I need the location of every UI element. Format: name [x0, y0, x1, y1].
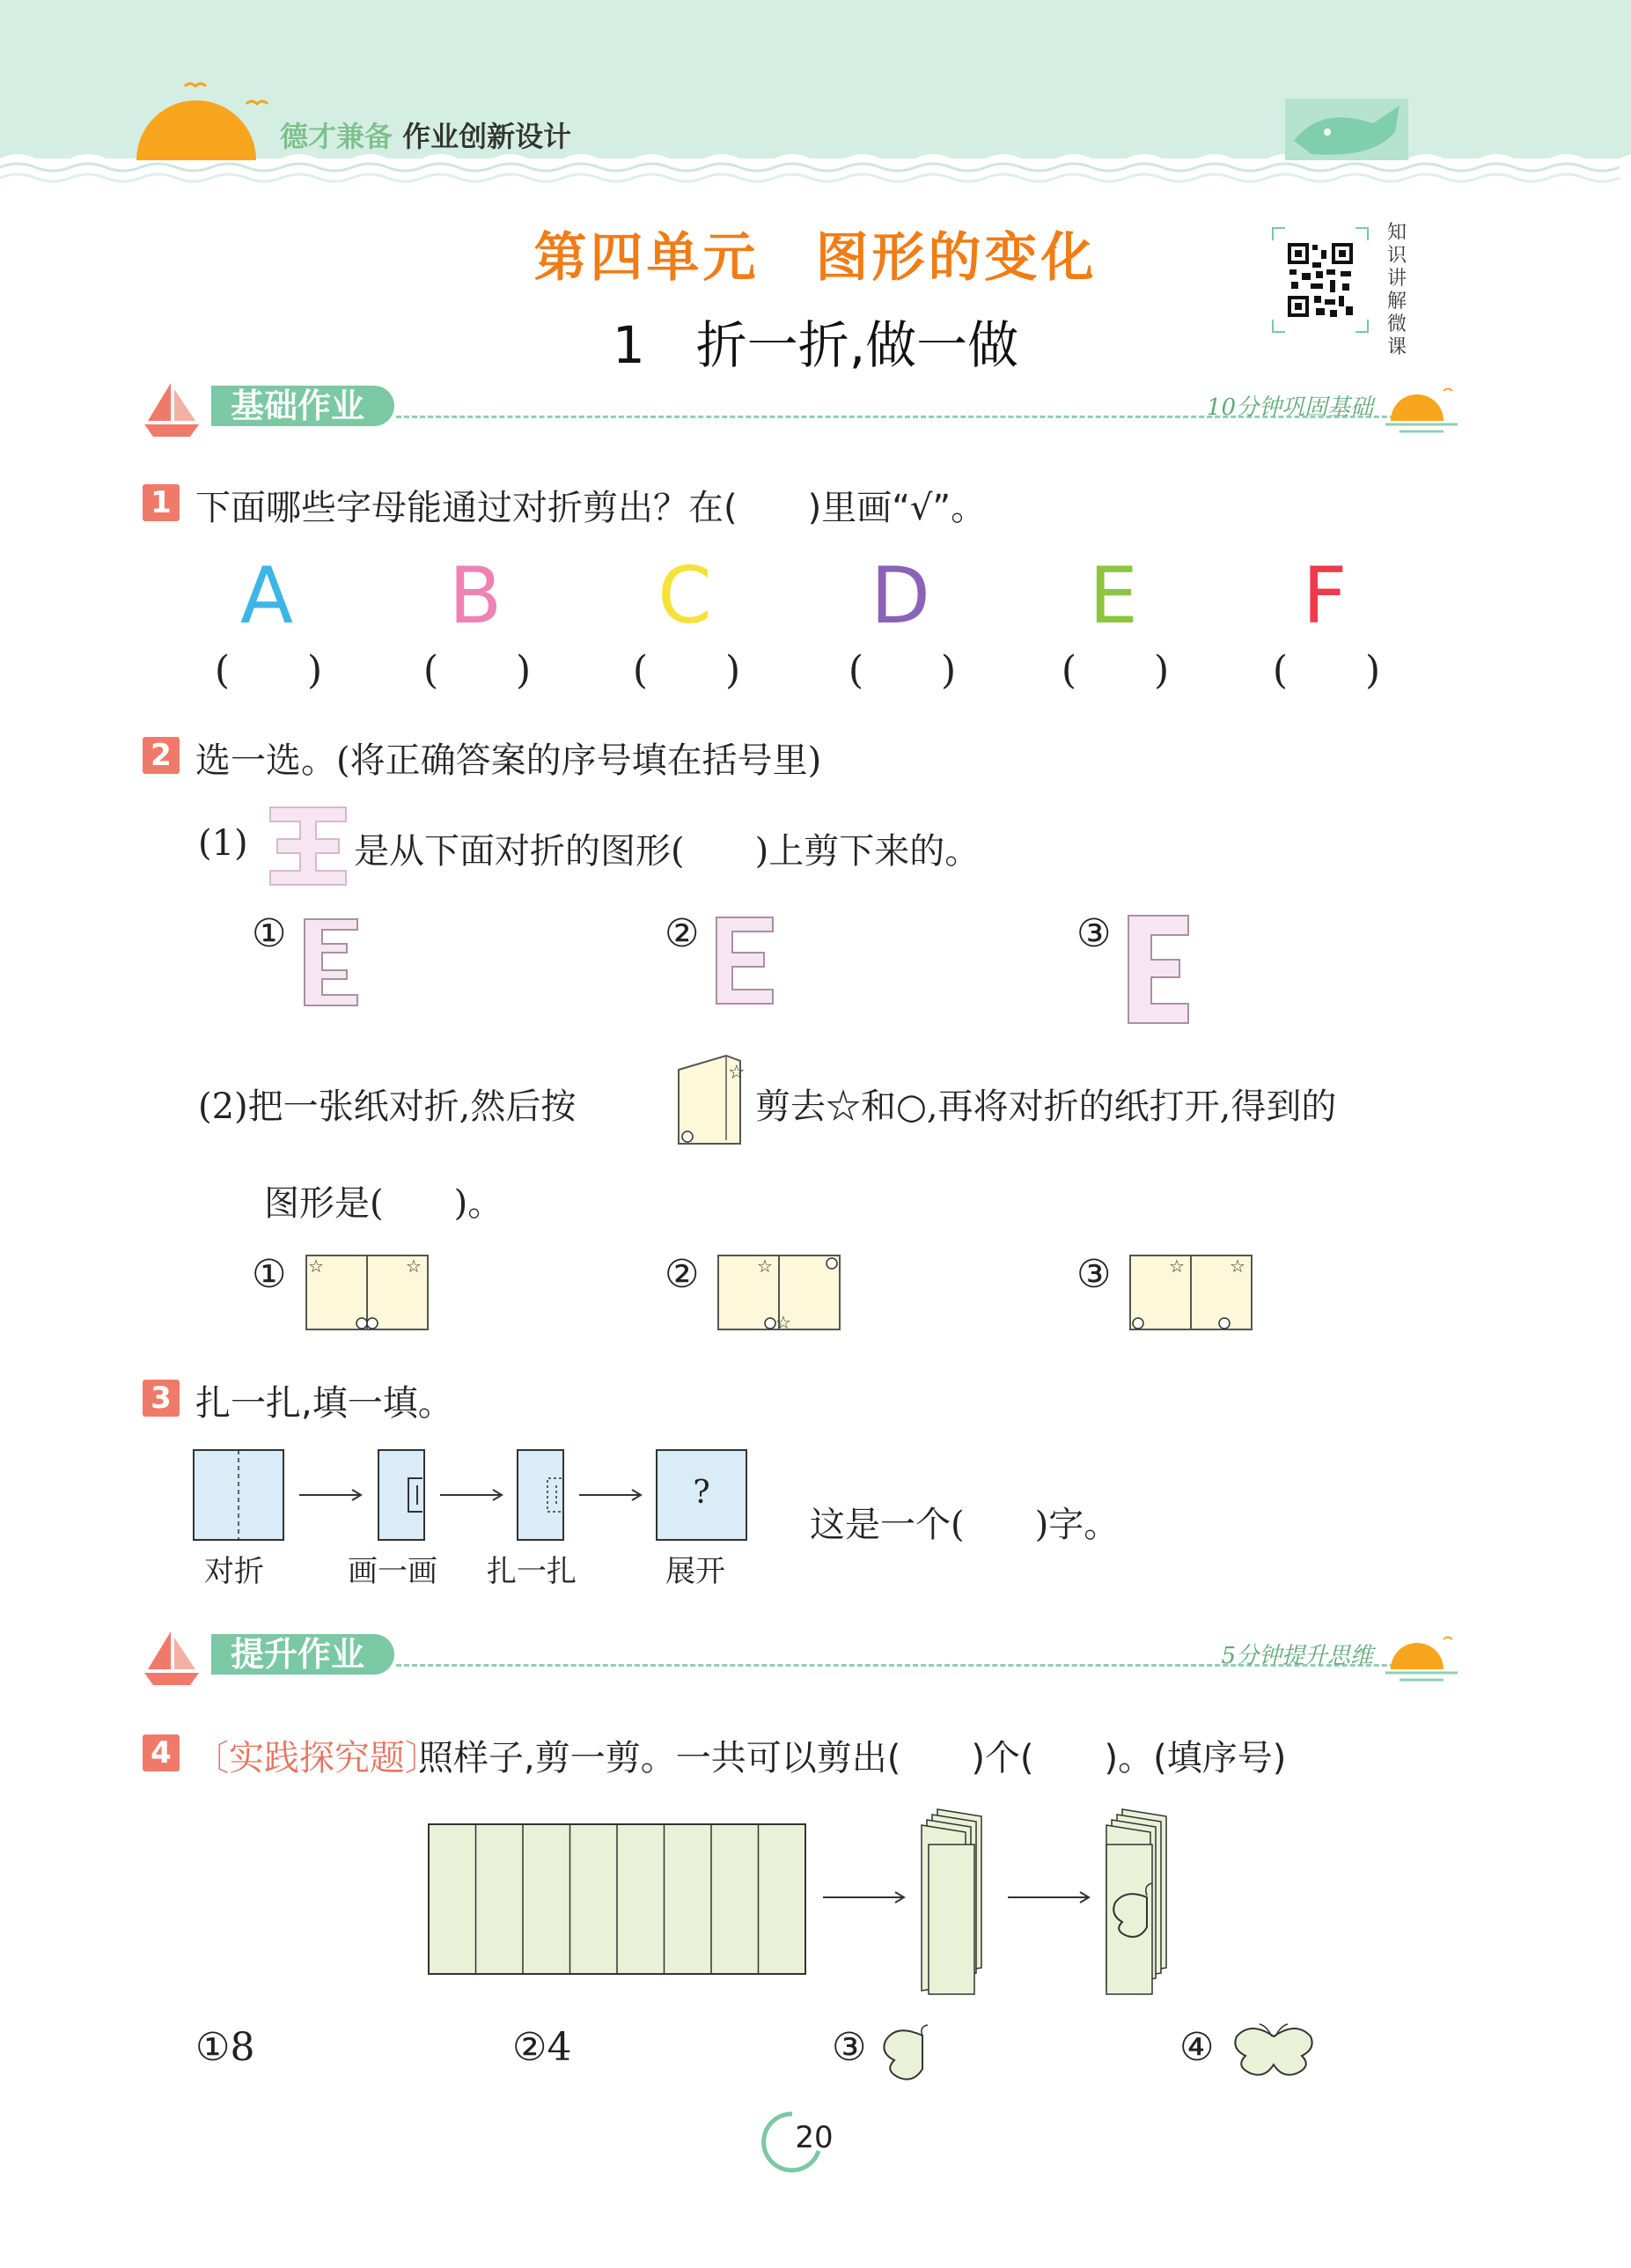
svg-text:☆: ☆ [1230, 1256, 1245, 1277]
folded-shape-option-3 [1127, 914, 1192, 1025]
q2-part2-prefix: (2)把一张纸对折,然后按 [198, 1086, 577, 1127]
sailboat-icon [141, 379, 202, 440]
wang-character-shape [268, 806, 348, 887]
q4-option-1[interactable]: ①8 [195, 2025, 255, 2070]
q3-question-mark: ? [693, 1475, 710, 1511]
q2-text: 选一选。(将正确答案的序号填在括号里) [195, 740, 822, 781]
unfolded-paper-option-3 [1129, 1255, 1253, 1330]
q3-step-draw: 画一画 [348, 1554, 437, 1589]
q3-text: 扎一扎,填一填。 [195, 1383, 453, 1424]
section-basic [141, 379, 1461, 440]
q4-option-2[interactable]: ②4 [512, 2025, 572, 2070]
q2-part1-prefix: (1) [198, 823, 248, 864]
q2-part2-text: 剪去☆和○,再将对折的纸打开,得到的 [755, 1086, 1337, 1127]
half-butterfly-icon [878, 2023, 931, 2087]
qr-label: 知识讲解微课 [1386, 222, 1407, 358]
unfolded-paper-option-2 [717, 1255, 841, 1330]
folded-shape-option-2 [715, 916, 776, 1005]
q2-part2-option-3[interactable]: ③ [1076, 1252, 1112, 1297]
q4-paper-strip-diagram [427, 1800, 1193, 1999]
section-advanced [141, 1627, 1461, 1689]
q2-part2-option-1[interactable]: ① [252, 1252, 287, 1297]
q2-part1-option-1[interactable]: ① [252, 911, 287, 956]
q4-number: 4 [143, 1734, 180, 1771]
q3-number: 3 [143, 1380, 180, 1417]
brand-part2: 作业创新设计 [402, 120, 572, 153]
q2-part1-option-2[interactable]: ② [665, 911, 700, 956]
q1-answer-blank-b[interactable]: ( ) [422, 648, 532, 693]
q1-letter-c: C [658, 550, 712, 641]
q1-letter-b: B [448, 550, 503, 641]
q4-option-4[interactable]: ④ [1179, 2025, 1215, 2070]
q2-number: 2 [143, 737, 180, 774]
q1-answer-blank-e[interactable]: ( ) [1061, 648, 1170, 693]
section-advanced-label: 提升作业 [211, 1634, 394, 1675]
q2-part2-line2: 图形是( )。 [264, 1183, 503, 1224]
q1-answer-blank-d[interactable]: ( ) [848, 648, 957, 693]
svg-text:☆: ☆ [308, 1256, 324, 1277]
q1-number: 1 [143, 484, 180, 521]
q3-step-fold: 对折 [204, 1554, 264, 1589]
q4-option-3[interactable]: ③ [832, 2025, 867, 2070]
q3-step-unfold: 展开 [665, 1554, 725, 1589]
q3-step-pierce: 扎一扎 [487, 1554, 577, 1589]
page-header-band [0, 0, 1631, 189]
q2-part1-text: 是从下面对折的图形( )上剪下来的。 [354, 831, 981, 872]
q2-part2-option-2[interactable]: ② [665, 1252, 700, 1297]
svg-text:☆: ☆ [728, 1062, 746, 1084]
svg-text:☆: ☆ [775, 1312, 791, 1330]
qr-code-icon[interactable] [1272, 227, 1369, 333]
unfolded-paper-option-1 [305, 1255, 429, 1330]
page-number: 20 [795, 2120, 834, 2155]
q1-text: 下面哪些字母能通过对折剪出？在( )里画“√”。 [195, 488, 987, 528]
q1-letter-f: F [1302, 550, 1348, 641]
q1-letter-e: E [1089, 550, 1138, 641]
section-basic-label: 基础作业 [211, 386, 394, 426]
q1-letter-d: D [871, 550, 930, 641]
svg-text:☆: ☆ [406, 1256, 422, 1277]
sailboat-icon [141, 1627, 202, 1689]
section-basic-tag: 10分钟巩固基础 [1206, 394, 1373, 421]
svg-text:☆: ☆ [757, 1256, 773, 1277]
folded-shape-option-1 [303, 917, 361, 1007]
q4-text: 照样子,剪一剪。一共可以剪出( )个( )。(填序号) [418, 1738, 1287, 1778]
q1-answer-blank-c[interactable]: ( ) [632, 648, 741, 693]
folded-paper-icon [673, 1052, 746, 1149]
q3-answer-text: 这是一个( )字。 [810, 1505, 1120, 1545]
q2-part1-option-3[interactable]: ③ [1076, 911, 1112, 956]
q1-answer-blank-a[interactable]: ( ) [214, 648, 323, 693]
q4-tag: 〔实践探究题〕 [194, 1738, 440, 1778]
q1-letter-a: A [239, 550, 294, 641]
unit-title: 第四单元 图形的变化 [533, 227, 1098, 289]
sunset-icon [1382, 386, 1461, 438]
sunset-icon [1382, 1634, 1461, 1687]
butterfly-icon [1230, 2021, 1318, 2084]
brand-title [280, 114, 571, 155]
section-advanced-tag: 5分钟提升思维 [1221, 1643, 1373, 1669]
brand-part1: 德才兼备 [280, 120, 393, 153]
q1-answer-blank-f[interactable]: ( ) [1272, 648, 1381, 693]
lesson-title: 1 折一折,做一做 [612, 315, 1019, 375]
svg-text:☆: ☆ [1169, 1256, 1185, 1277]
